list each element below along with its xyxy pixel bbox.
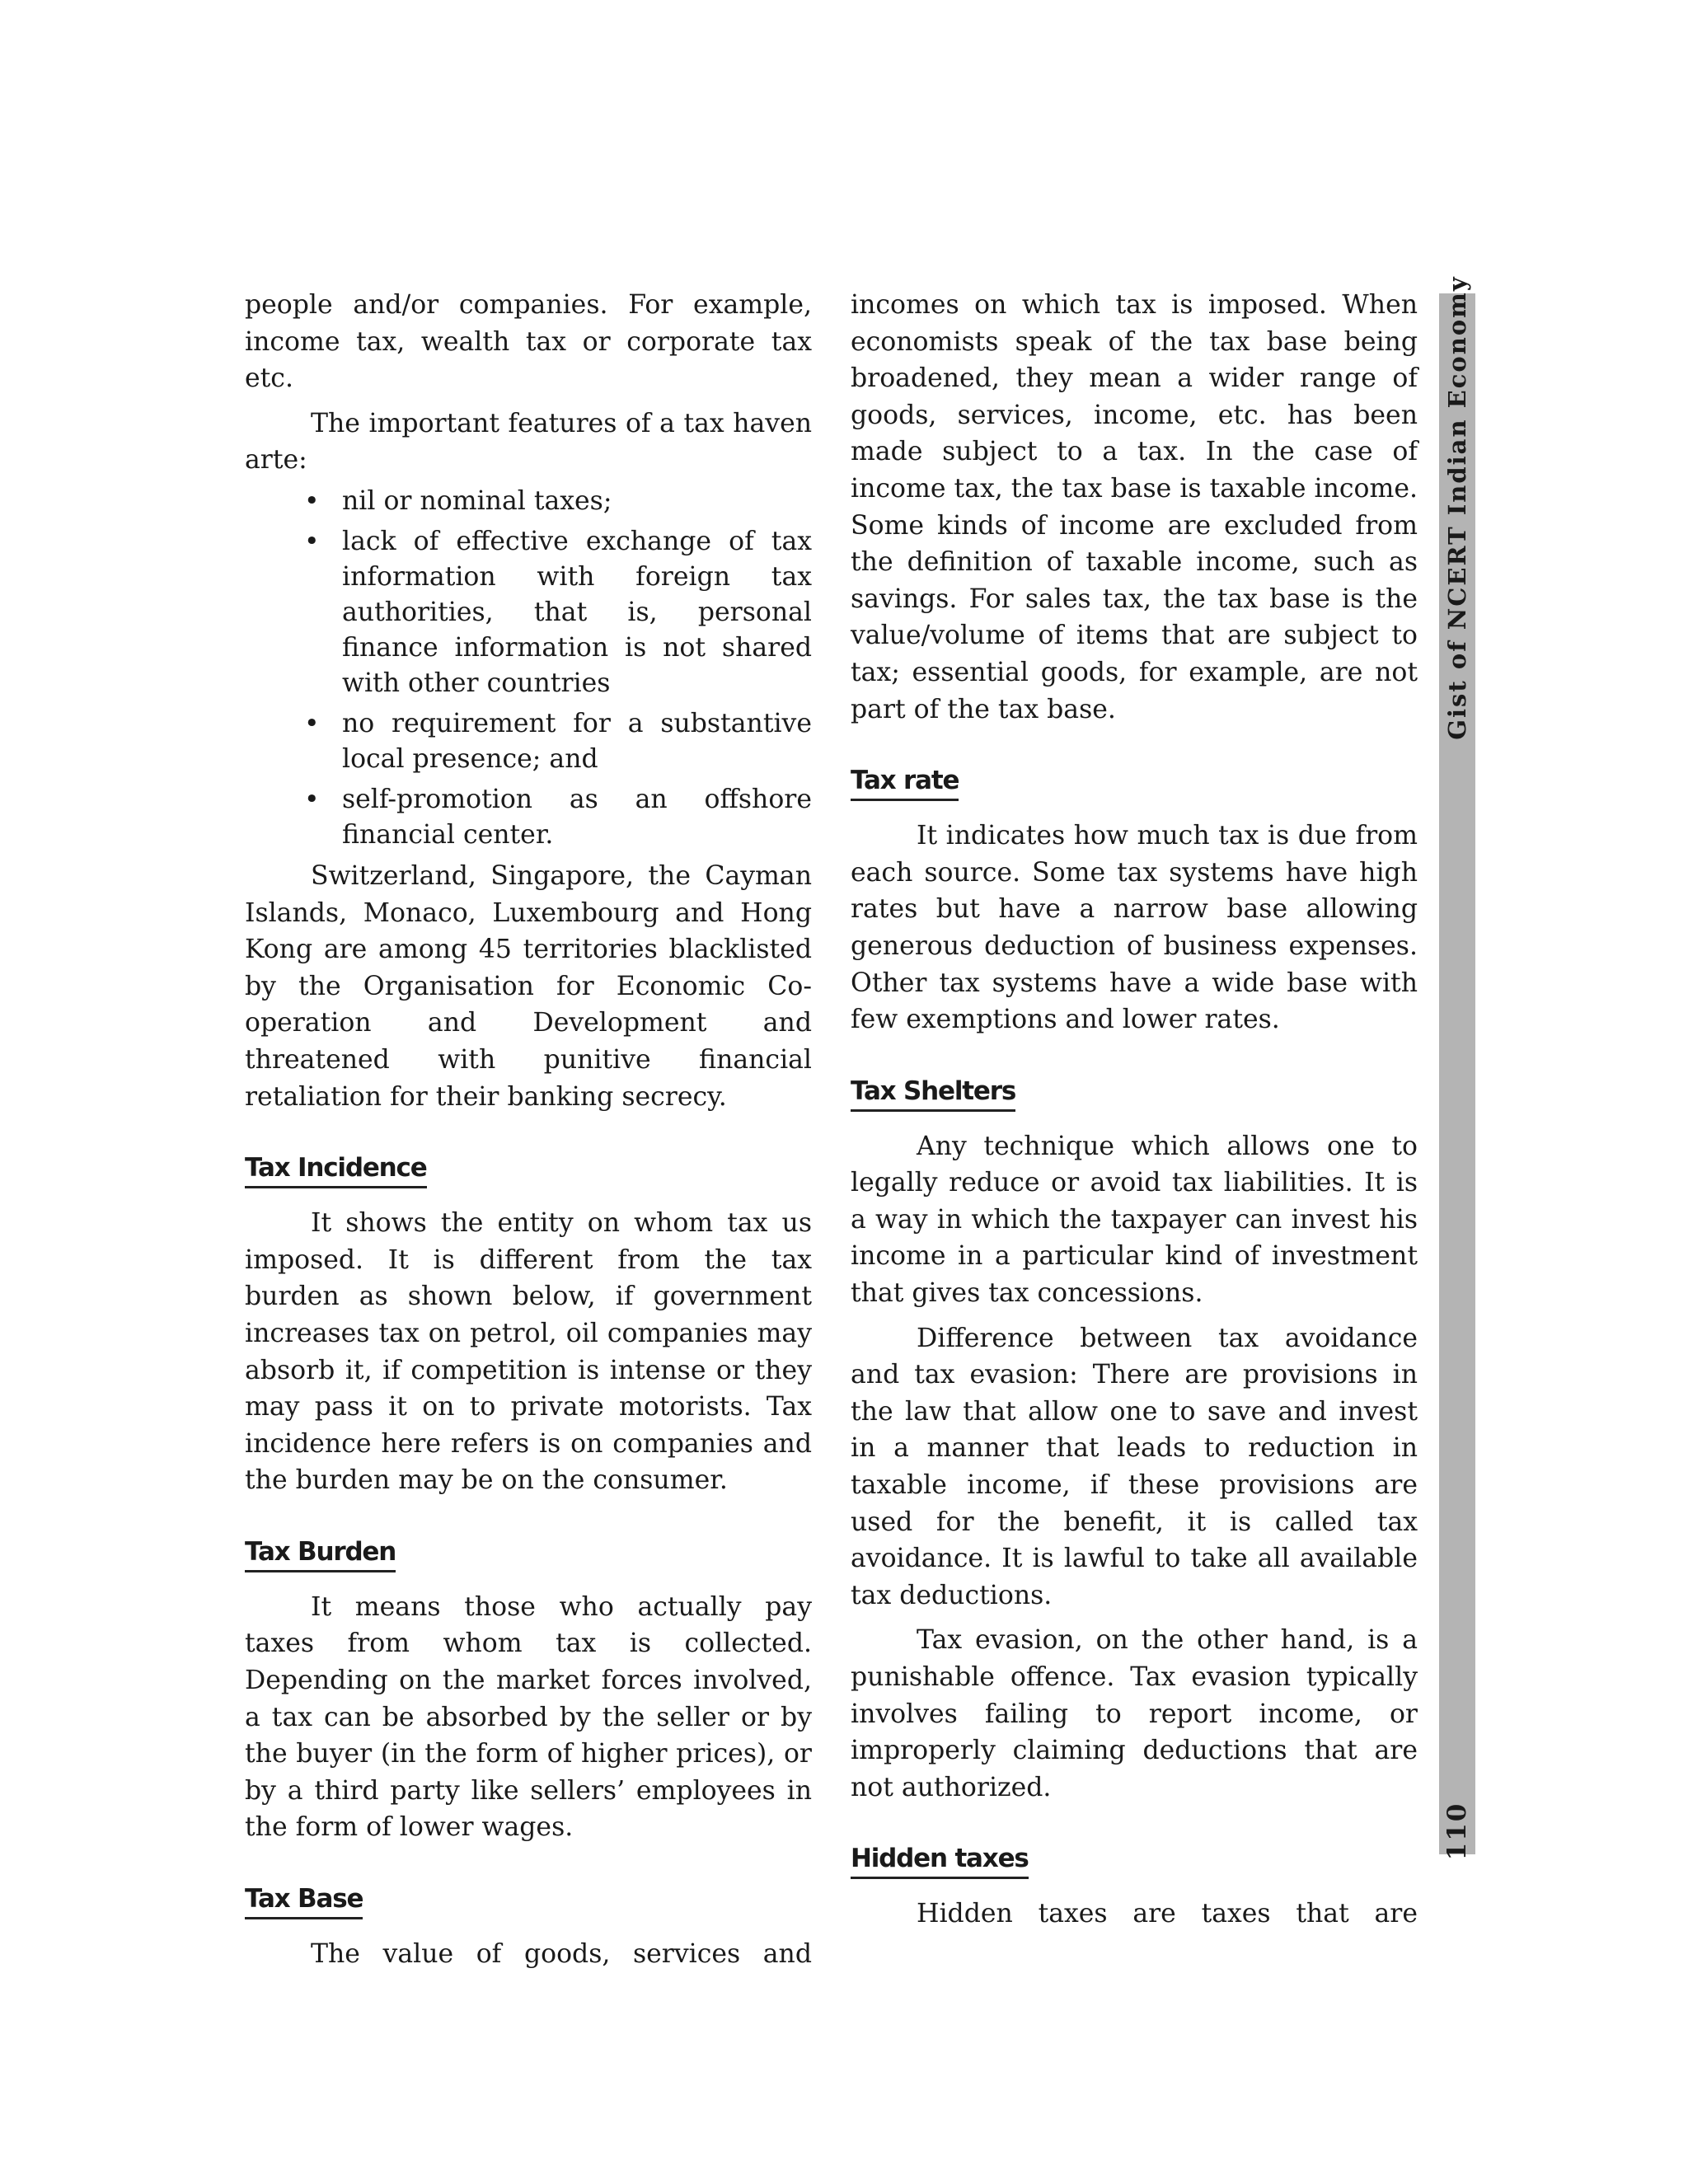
section-heading: Tax Burden xyxy=(245,1535,396,1572)
section-tax-base xyxy=(245,1846,812,1973)
paragraph: It means those who actually pay taxes from whom tax is collected. Depending on the market forces involved, a tax can be absorbed by the seller or by the buyer (in the form of higher prices), or by a third party like sellers’ employees in the form of lower wages. xyxy=(245,1591,812,1843)
list-item: • nil or nominal taxes; xyxy=(342,484,812,519)
paragraph: Switzerland, Singapore, the Cayman Islands, Monaco, Luxembourg and Hong Kong are among 45 territories blacklisted by the Organisation for Economic Co-operation and Development and threatened with punitive financial retaliation for their banking secrecy. xyxy=(245,860,812,1112)
paragraph: incomes on which tax is imposed. When economists speak of the tax base being broadened, they mean a wider range of goods, services, income, etc. has been made subject to a tax. In the case of income tax, the tax base is taxable income. Some kinds of income are excluded from the definition of taxable income, such as savings. For sales tax, the tax base is the value/volume of items that are subject to tax; essential goods, for example, are not part of the tax base. xyxy=(851,290,1418,724)
section-hidden-taxes xyxy=(851,1806,1418,1933)
section-tax-burden xyxy=(245,1499,812,1846)
paragraph: Difference between tax avoidance and tax evasion: There are provisions in the law that allow one to save and invest in a manner that leads to reduction in taxable income, if these provisions are used for the benefit, it is called tax avoidance. It is lawful to take all available tax deductions. xyxy=(851,1323,1418,1610)
feature-list xyxy=(245,484,812,853)
section-heading: Tax rate xyxy=(851,764,959,801)
section-heading: Tax Base xyxy=(245,1882,363,1919)
section-heading: Tax Incidence xyxy=(245,1151,427,1188)
list-item: • no requirement for a substantive local presence; and xyxy=(342,706,812,777)
section-tax-rate xyxy=(851,728,1418,1038)
left-column xyxy=(245,287,812,1973)
page-number: 110 xyxy=(1442,1802,1472,1861)
running-title: Gist of NCERT Indian Economy xyxy=(1443,275,1471,740)
section-tax-incidence xyxy=(245,1115,812,1499)
list-item: • lack of effective exchange of tax information with foreign tax authorities, that is, personal finance information is not shared with other countries xyxy=(342,524,812,701)
paragraph: It indicates how much tax is due from each source. Some tax systems have high rates but have a narrow base allowing generous deduction of business expenses. Other tax systems have a wide base with few exemptions and lower rates. xyxy=(851,821,1418,1035)
paragraph: Any technique which allows one to legally reduce or avoid tax liabilities. It is a way in which the taxpayer can invest his income in a particular kind of investment that gives tax concessions. xyxy=(851,1131,1418,1309)
paragraph: The important features of a tax haven arte: xyxy=(245,408,812,476)
paragraph: It shows the entity on whom tax us imposed. It is different from the tax burden as shown below, if government increases tax on petrol, oil companies may absorb it, if competition is intense or they may pass it on to private motorists. Tax incidence here refers is on companies and the burden may be on the consumer. xyxy=(245,1208,812,1496)
section-heading: Hidden taxes xyxy=(851,1842,1029,1879)
list-item: • self-promotion as an offshore financial center. xyxy=(342,782,812,853)
right-column xyxy=(851,287,1418,1933)
paragraph: Hidden taxes are taxes that are xyxy=(917,1899,1418,1929)
section-heading: Tax Shelters xyxy=(851,1075,1015,1112)
paragraph: Tax evasion, on the other hand, is a punishable offence. Tax evasion typically involves failing to report income, or improperly claiming deductions that are not authorized. xyxy=(851,1625,1418,1802)
paragraph: people and/or companies. For example, income tax, wealth tax or corporate tax etc. xyxy=(245,290,812,394)
section-tax-shelters xyxy=(851,1038,1418,1807)
paragraph: The value of goods, services and xyxy=(311,1939,812,1970)
